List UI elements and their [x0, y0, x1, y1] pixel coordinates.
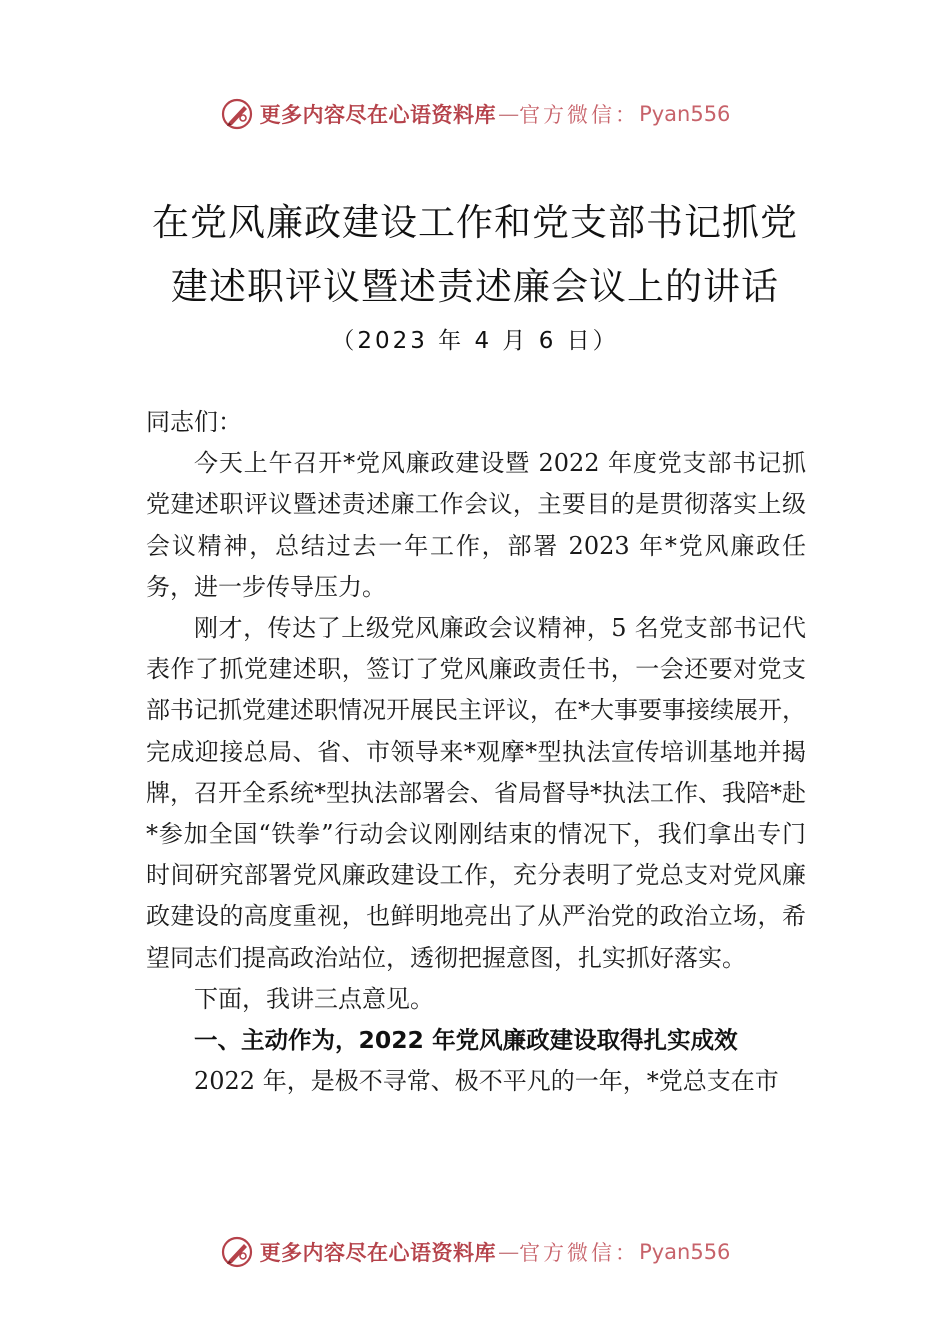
- paragraph: 下面，我讲三点意见。: [194, 984, 434, 1013]
- watermark-separator: —: [498, 102, 518, 126]
- watermark-label: 官方微信：: [519, 103, 640, 127]
- paragraph: 刚才，传达了上级党风廉政会议精神，5 名党支部书记代表作了抓党建述职，签订了党风廉政责任书，一会还要对党支部书记抓党建述职情况开展民主评议，在*大事要事接续展开，完成迎接总局、省、市领导来*观摩*型执法宣传培训基地并揭牌，召开全系统*型执法部署会、省局督导*执法工作、我陪*赴*参加全国“铁拳”行动会议刚刚结束的情况下，我们拿出专门时间研究部署党风廉政建设工作，充分表明了党总支对党风廉政建设的高度重视，也鲜明地亮出了从严治党的政治立场，希望同志们提高政治站位，透彻把握意图，扎实抓好落实。: [146, 614, 806, 972]
- watermark-text: 更多内容尽在心语资料库: [259, 1240, 497, 1265]
- pen-logo-icon: [220, 97, 254, 131]
- watermark-wechat-id: Pyan556: [639, 1240, 731, 1264]
- document-body: [146, 402, 806, 1102]
- pen-logo-icon: [220, 1235, 254, 1269]
- section-heading: 一、主动作为，2022 年党风廉政建设取得扎实成效: [194, 1026, 738, 1055]
- footer-watermark: [0, 1232, 950, 1272]
- paragraph: 2022 年，是极不寻常、极不平凡的一年，*党总支在市: [194, 1067, 779, 1096]
- salutation: 同志们：: [146, 408, 242, 436]
- watermark-wechat-id: Pyan556: [639, 102, 731, 126]
- document-title-line-1: 在党风廉政建设工作和党支部书记抓党: [152, 201, 798, 244]
- watermark-separator: —: [498, 1240, 518, 1264]
- header-watermark: [0, 94, 950, 134]
- watermark-label: 官方微信：: [519, 1241, 640, 1265]
- document-date: （2023 年 4 月 6 日）: [331, 328, 619, 354]
- document-title-line-2: 建述职评议暨述责述廉会议上的讲话: [171, 265, 779, 308]
- paragraph: 今天上午召开*党风廉政建设暨 2022 年度党支部书记抓党建述职评议暨述责述廉工作会议，主要目的是贯彻落实上级会议精神，总结过去一年工作，部署 2023 年*党风廉政任务，进一步传导压力。: [146, 449, 806, 601]
- watermark-text: 更多内容尽在心语资料库: [259, 102, 497, 127]
